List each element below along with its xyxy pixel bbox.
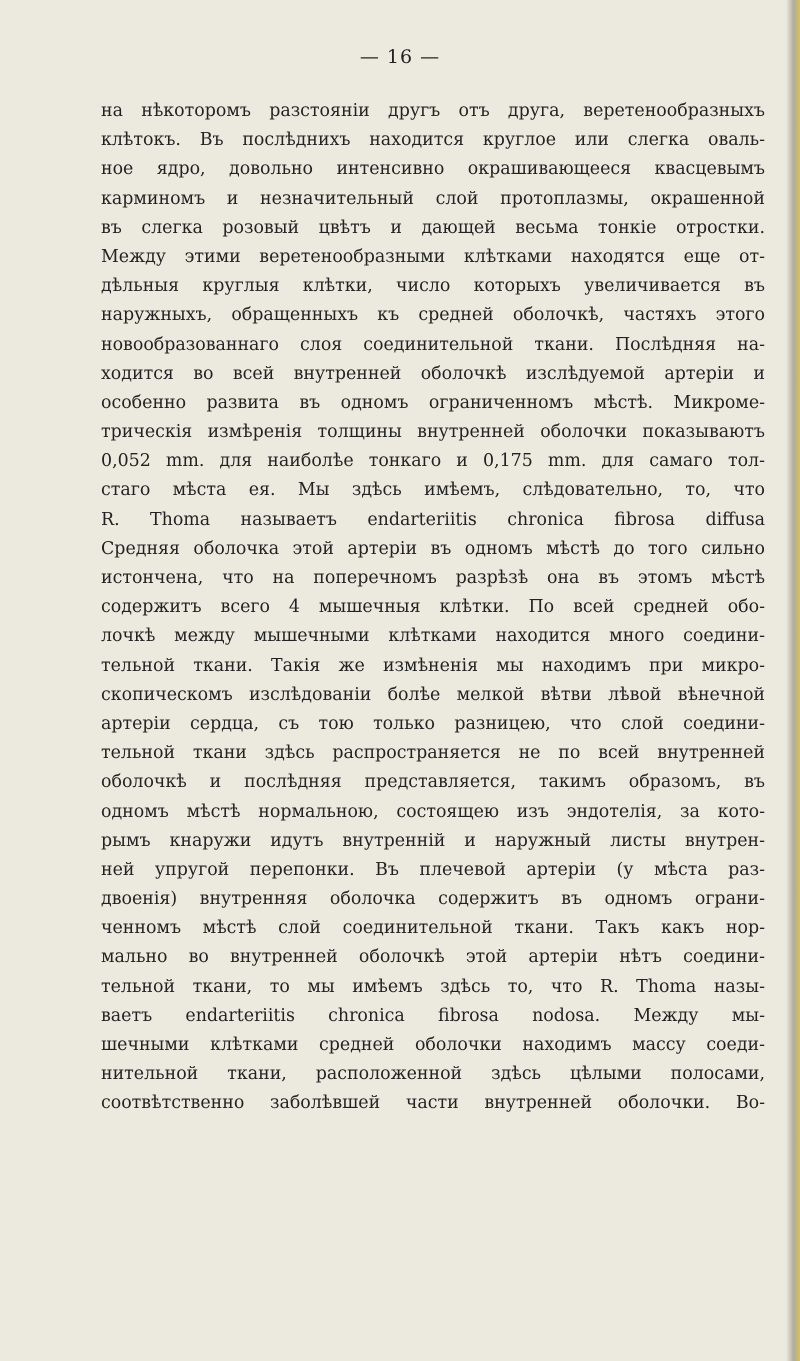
text-line: трическія измѣренія толщины внутренней оболочки показываютъ (101, 422, 765, 443)
text-line: оболочкѣ и послѣдняя представляется, такимъ образомъ, въ (101, 772, 765, 793)
text-line: двоенія) внутренняя оболочка содержитъ въ одномъ ограни- (101, 889, 765, 910)
text-line: соотвѣтственно заболѣвшей части внутренней оболочки. Во- (101, 1093, 765, 1114)
body-text (101, 97, 765, 1119)
text-line: 0,052 mm. для наиболѣе тонкаго и 0,175 mm. для самаго тол- (101, 451, 765, 472)
text-line: артеріи сердца, съ тою только разницею, что слой соедини- (101, 713, 765, 734)
text-line: на нѣкоторомъ разстояніи другъ отъ друга, веретенообразныхъ (101, 101, 765, 121)
page-edge (786, 0, 800, 1361)
text-line: дѣльныя круглыя клѣтки, число которыхъ увеличивается въ (101, 276, 765, 297)
text-line: тельной ткани здѣсь распространяется не по всей внутренней (101, 743, 765, 764)
text-line: тельной ткани, то мы имѣемъ здѣсь то, что R. Thoma назы- (101, 976, 765, 997)
text-line: нительной ткани, расположенной здѣсь цѣлыми полосами, (101, 1064, 765, 1085)
text-line: рымъ кнаружи идутъ внутренній и наружный листы внутрен- (101, 830, 765, 851)
text-line: новообразованнаго слоя соединительной ткани. Послѣдняя на- (101, 334, 765, 355)
text-line: клѣтокъ. Въ послѣднихъ находится круглое или слегка оваль- (101, 130, 765, 151)
text-line: R. Thoma называетъ endarteriitis chronica fibrosa diffusa (101, 509, 765, 530)
text-line: мально во внутренней оболочкѣ этой артеріи нѣтъ соедини- (101, 947, 765, 968)
text-line: стаго мѣста ея. Мы здѣсь имѣемъ, слѣдовательно, то, что (101, 480, 765, 501)
text-line: шечными клѣтками средней оболочки находимъ массу соеди- (101, 1035, 765, 1055)
text-line: наружныхъ, обращенныхъ къ средней оболочкѣ, частяхъ этого (101, 305, 765, 326)
text-line: ваетъ endarteriitis chronica fibrosa nodosa. Между мы- (101, 1005, 765, 1026)
text-line: въ слегка розовый цвѣтъ и дающей весьма тонкіе отростки. (101, 217, 765, 238)
page-number: — 16 — (359, 46, 441, 68)
text-line: скопическомъ изслѣдованіи болѣе мелкой вѣтви лѣвой вѣнечной (101, 684, 765, 705)
text-line: ченномъ мѣстѣ слой соединительной ткани. Такъ какъ нор- (101, 918, 765, 939)
text-line: содержитъ всего 4 мышечныя клѣтки. По всей средней обо- (101, 597, 765, 618)
text-line: ней упругой перепонки. Въ плечевой артеріи (у мѣста раз- (101, 859, 765, 880)
text-line: одномъ мѣстѣ нормальною, состоящею изъ эндотелія, за кото- (101, 801, 765, 822)
text-line: Между этими веретенообразными клѣтками находятся еще от- (101, 246, 765, 267)
text-line: ное ядро, довольно интенсивно окрашивающееся квасцевымъ (101, 159, 765, 180)
text-line: истончена, что на поперечномъ разрѣзѣ она въ этомъ мѣстѣ (101, 568, 765, 588)
text-line: лочкѣ между мышечными клѣтками находится много соедини- (101, 626, 765, 647)
text-line: особенно развита въ одномъ ограниченномъ мѣстѣ. Микроме- (101, 392, 765, 413)
text-line: ходится во всей внутренней оболочкѣ изслѣдуемой артеріи и (101, 363, 765, 384)
text-line: карминомъ и незначительный слой протоплазмы, окрашенной (101, 188, 765, 209)
text-line: Средняя оболочка этой артеріи въ одномъ мѣстѣ до того сильно (101, 538, 765, 559)
text-line: тельной ткани. Такія же измѣненія мы находимъ при микро- (101, 655, 765, 676)
